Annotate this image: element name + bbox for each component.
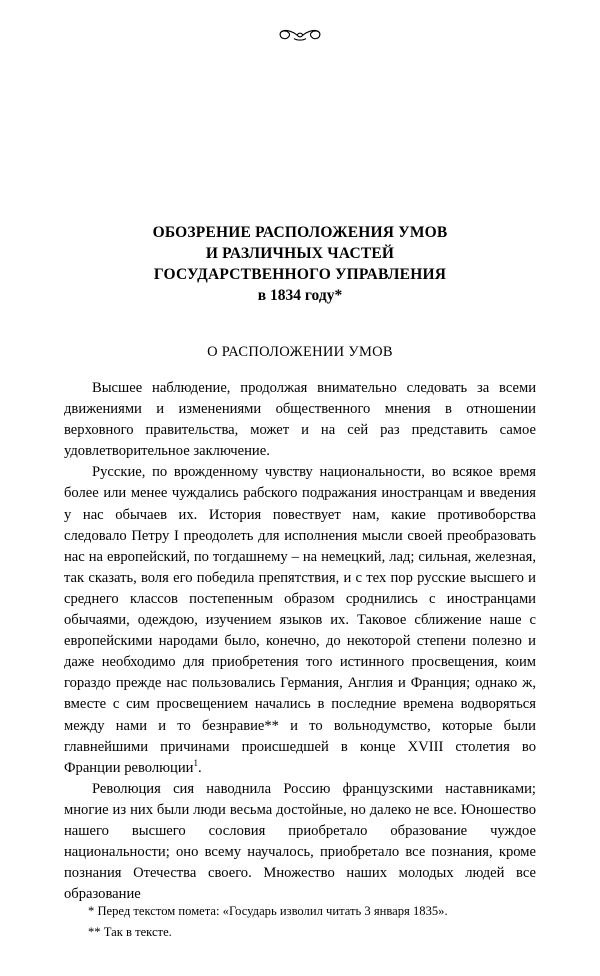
paragraph-2 [64,462,536,778]
paragraph-1: Высшее наблюдение, продолжая внимательно следовать за всеми движениями и изменениями общественного мнения в отношении верховного правительства, может и на сей раз представить самое удовлетворительное заключение. [64,380,536,460]
section-title: О РАСПОЛОЖЕНИИ УМОВ [207,344,393,360]
footnote-reference-1: 1 [193,757,198,768]
title-year-line: в 1834 году* [257,287,343,304]
body-text [64,378,536,905]
page-title [64,222,536,306]
decorative-flourish-ornament [272,26,328,44]
paragraph-3: Революция сия наводнила Россию французскими наставниками; многие из них были люди весьма достойные, но далеко не все. Юношество нашего высшего сословия приобретало образование чуждое национальности; оно всему научалось, приобретало все познания, кроме познания Отечества своего. Множество наших молодых людей все образование [64,780,536,903]
paragraph-2-tail: . [197,759,202,776]
footnotes-block [64,896,536,942]
title-line-1: ОБОЗРЕНИЕ РАСПОЛОЖЕНИЯ УМОВ [152,224,448,241]
footnote-1: * Перед текстом помета: «Государь изволил читать 3 января 1835». [88,904,448,918]
title-line-3: ГОСУДАРСТВЕННОГО УПРАВЛЕНИЯ [153,266,447,283]
footnote-2: ** Так в тексте. [88,925,172,939]
ornament-container [64,0,536,48]
title-line-2: И РАЗЛИЧНЫХ ЧАСТЕЙ [205,245,395,262]
paragraph-2-text: Русские, по врожденному чувству национальности, во всякое время более или менее чуждались рабского подражания иностранцам и введения у нас обычаев их. История повествует нам, какие противоборства следовало Петру I преодолеть для исполнения мысли своей преобразовать нас на европейский, по тогдашнему – на немецкий, лад; сильная, железная, так сказать, воля его победила препятствия, и с тех пор русские высшего и среднего классов постепенным образом сроднились с иностранцами обычаями, одеждою, изучением языков их. Таковое сближение наше с европейскими народами было, конечно, до некоторой степени полезно и даже необходимо для приобретения того истинного просвещения, коим гораздо прежде нас пользовались Германия, Англия и Франция; однако ж, вместе с сим просвещением начались в последние времена водворяться между нами и то безнравие** и то вольнодумство, которые были главнейшими причинами происшедшей в конце XVIII столетия во Франции революции [64,464,536,776]
